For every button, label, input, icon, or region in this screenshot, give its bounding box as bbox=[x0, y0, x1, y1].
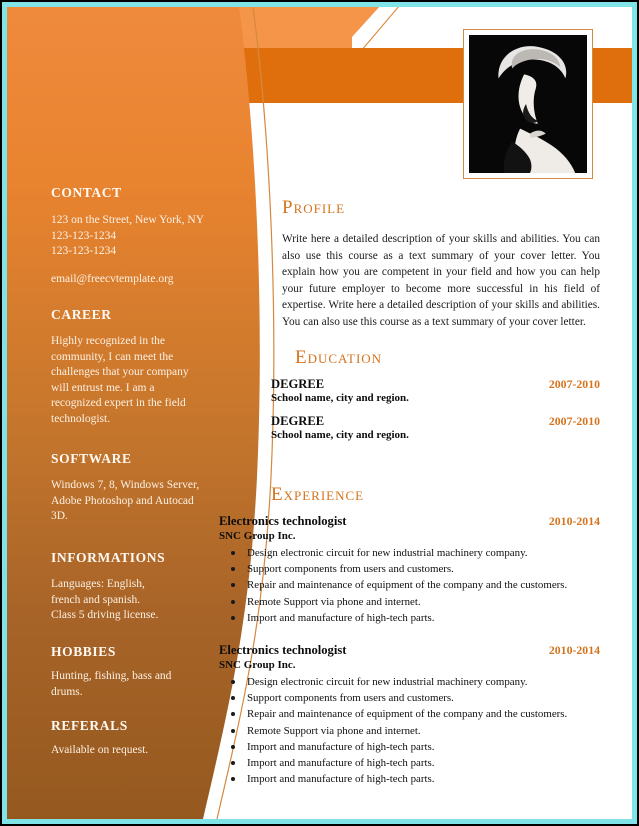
experience-company: SNC Group Inc. bbox=[219, 659, 296, 672]
hobbies-body: Hunting, fishing, bass and drums. bbox=[51, 670, 172, 698]
sidebar-section-informations bbox=[51, 550, 229, 624]
education-school: School name, city and region. bbox=[271, 392, 409, 404]
experience-bullet: Repair and maintenance of equipment of the company and the customers. bbox=[219, 706, 600, 722]
experience-bullet-list bbox=[219, 674, 600, 787]
experience-bullet: Remote Support via phone and internet. bbox=[219, 723, 600, 739]
resume-sheet bbox=[7, 7, 632, 819]
sidebar-heading-contact: CONTACT bbox=[51, 185, 122, 200]
experience-bullet: Design electronic circuit for new industrial machinery company. bbox=[219, 545, 600, 561]
informations-line-3: Class 5 driving license. bbox=[51, 609, 159, 621]
section-title-education: Education bbox=[295, 347, 383, 368]
career-body: Highly recognized in the community, I can meet the challenges that your company will entrust me. I am a recognized expert in the field technologist. bbox=[51, 335, 189, 425]
sidebar-heading-hobbies: HOBBIES bbox=[51, 644, 116, 659]
sidebar-heading-software: SOFTWARE bbox=[51, 451, 132, 466]
experience-bullet: Import and manufacture of high-tech parts. bbox=[219, 610, 600, 626]
section-title-experience: Experience bbox=[271, 484, 365, 505]
portrait-illustration-icon bbox=[469, 35, 587, 173]
experience-bullet: Repair and maintenance of equipment of the company and the customers. bbox=[219, 577, 600, 593]
experience-item bbox=[219, 514, 600, 626]
sidebar-heading-career: CAREER bbox=[51, 307, 112, 322]
contact-phone-1: 123-123-1234 bbox=[51, 229, 117, 242]
experience-bullet: Import and manufacture of high-tech parts. bbox=[219, 755, 600, 771]
education-degree: DEGREE bbox=[271, 414, 325, 428]
sidebar-section-referals bbox=[51, 718, 229, 759]
sidebar-section-software bbox=[51, 451, 229, 525]
sidebar-section-contact bbox=[51, 185, 229, 287]
education-dates: 2007-2010 bbox=[548, 377, 600, 391]
avatar bbox=[463, 29, 593, 179]
section-profile bbox=[282, 197, 600, 331]
experience-role: Electronics technologist bbox=[219, 514, 347, 528]
contact-address: 123 on the Street, New York, NY bbox=[51, 214, 205, 226]
experience-bullet: Import and manufacture of high-tech parts. bbox=[219, 739, 600, 755]
section-title-profile: Profile bbox=[282, 197, 346, 218]
section-experience bbox=[219, 484, 600, 787]
education-degree: DEGREE bbox=[271, 377, 325, 391]
informations-line-1: Languages: English, bbox=[51, 578, 145, 590]
education-item bbox=[271, 377, 600, 404]
experience-bullet: Remote Support via phone and internet. bbox=[219, 594, 600, 610]
section-education bbox=[271, 347, 600, 441]
experience-bullet: Support components from users and customers. bbox=[219, 561, 600, 577]
experience-bullet: Support components from users and customers. bbox=[219, 690, 600, 706]
experience-dates: 2010-2014 bbox=[548, 514, 600, 528]
sidebar-heading-referals: REFERALS bbox=[51, 718, 128, 733]
education-item bbox=[271, 414, 600, 441]
sidebar-section-career bbox=[51, 307, 229, 427]
contact-email[interactable]: email@freecvtemplate.org bbox=[51, 272, 174, 285]
profile-body: Write here a detailed description of your skills and abilities. You can also use this course as a text summary of your cover letter. You explain how you are competent in your field and how you can help your future employer to become more successful in his field of expertise. Write here a detailed description of your skills and abilities. You can also use this course as a text summary of your cover letter. bbox=[282, 233, 600, 328]
experience-dates: 2010-2014 bbox=[548, 643, 600, 658]
experience-bullet: Design electronic circuit for new industrial machinery company. bbox=[219, 674, 600, 690]
sidebar-heading-informations: INFORMATIONS bbox=[51, 550, 166, 565]
experience-item bbox=[219, 643, 600, 787]
software-body: Windows 7, 8, Windows Server, Adobe Photoshop and Autocad 3D. bbox=[51, 479, 200, 522]
portrait-photo bbox=[469, 35, 587, 173]
experience-bullet: Import and manufacture of high-tech parts. bbox=[219, 771, 600, 787]
experience-company: SNC Group Inc. bbox=[219, 530, 296, 542]
sidebar-section-hobbies bbox=[51, 644, 229, 700]
informations-line-2: french and spanish. bbox=[51, 593, 141, 606]
experience-role: Electronics technologist bbox=[219, 643, 347, 658]
header-diagonal-line-icon bbox=[343, 7, 403, 51]
education-school: School name, city and region. bbox=[271, 429, 409, 441]
contact-phone-2: 123-123-1234 bbox=[51, 245, 117, 257]
experience-bullet-list bbox=[219, 545, 600, 626]
referals-body: Available on request. bbox=[51, 744, 149, 756]
education-dates: 2007-2010 bbox=[548, 414, 600, 428]
